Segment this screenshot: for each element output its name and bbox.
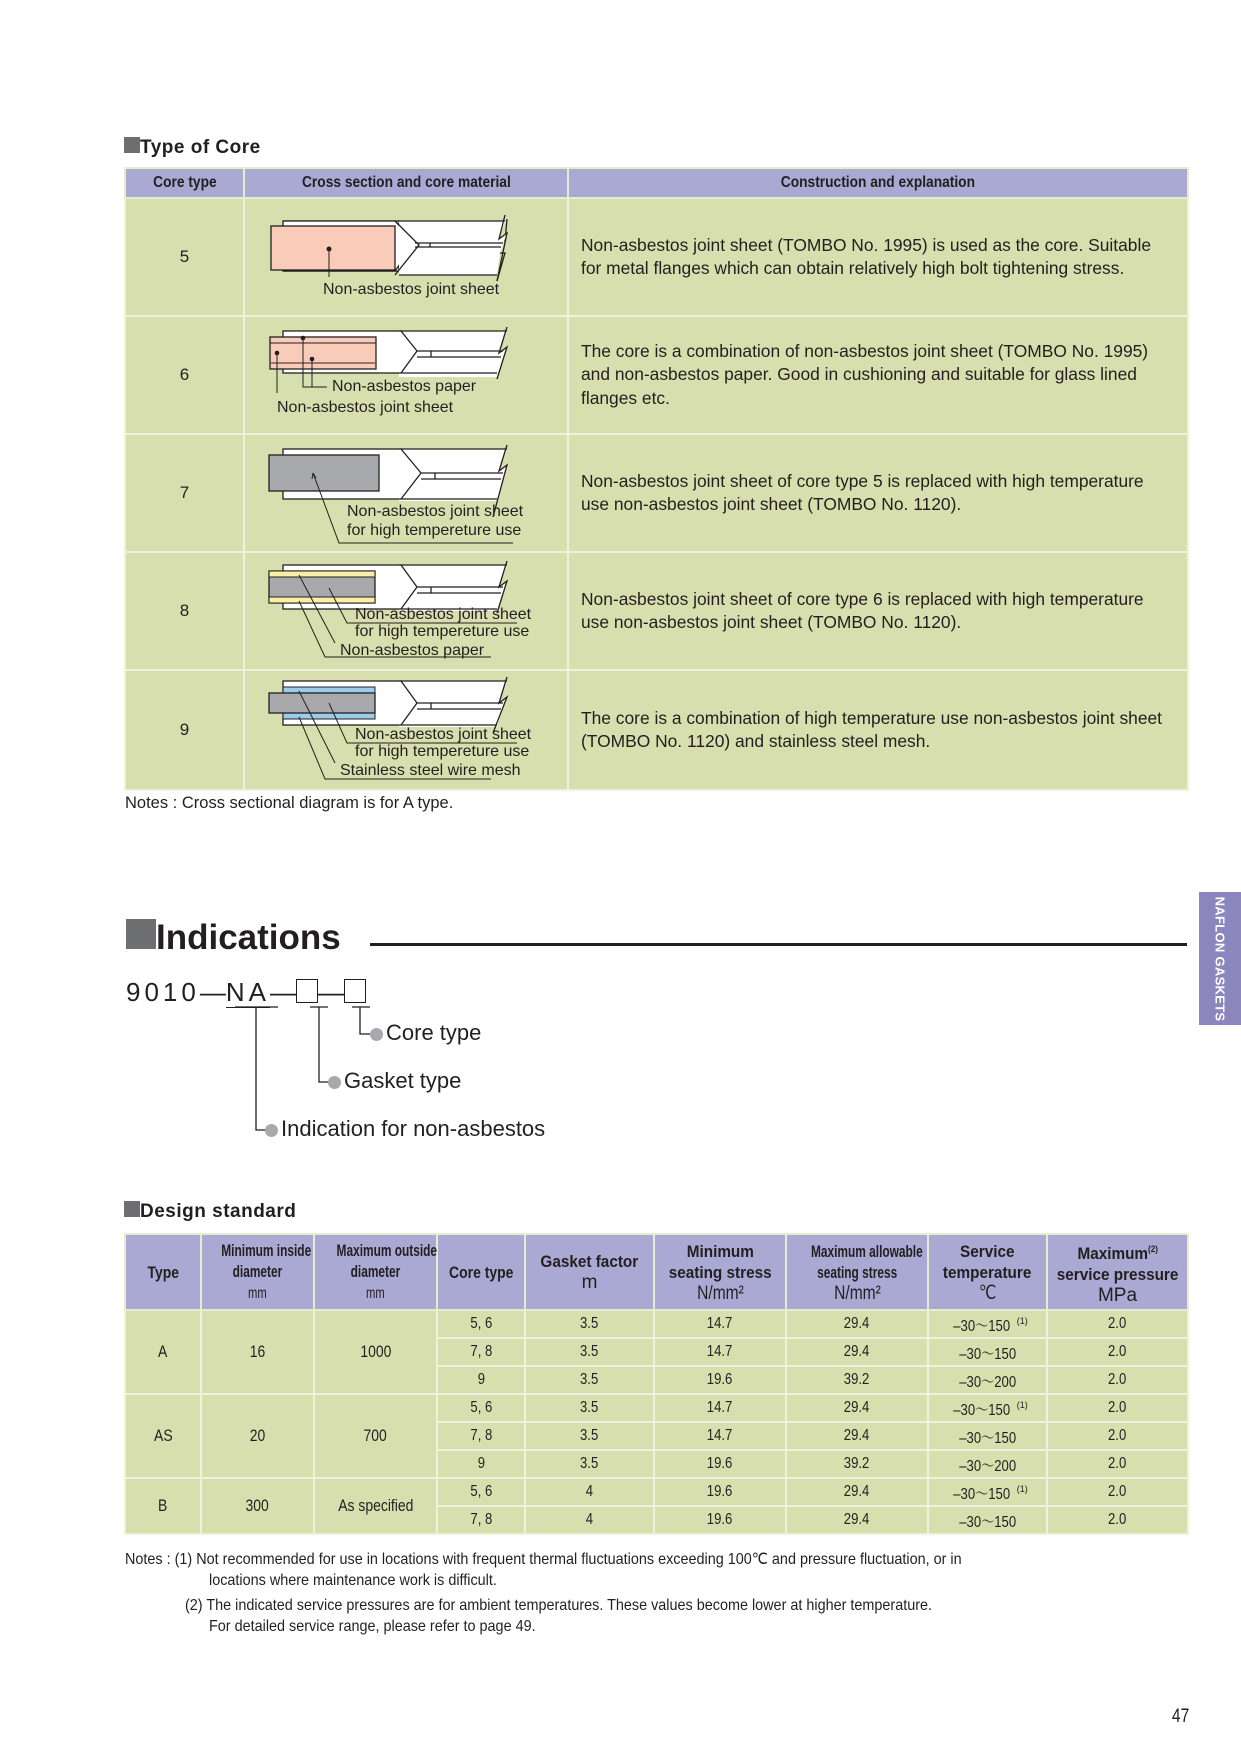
type-of-core-table bbox=[124, 167, 1189, 791]
title-rule bbox=[370, 943, 1187, 946]
header-min-inside: Minimum inside diameter mm bbox=[201, 1234, 314, 1310]
temperature-cell: –30〜200 bbox=[928, 1450, 1047, 1478]
gasket-factor-cell: 4 bbox=[525, 1478, 654, 1506]
section-square-icon bbox=[124, 1201, 140, 1217]
gasket-factor-cell: 3.5 bbox=[525, 1366, 654, 1394]
cross-section-cell bbox=[244, 552, 568, 670]
type-cell: B bbox=[125, 1478, 201, 1534]
temperature-cell: –30〜150 bbox=[928, 1506, 1047, 1534]
explanation-cell: The core is a combination of non-asbestos joint sheet (TOMBO No. 1995) and non-asbestos paper. Good in cushioning and suitable for glass lined flanges etc. bbox=[568, 316, 1188, 434]
header-max-seating-stress: Maximum allowable seating stress N/mm² bbox=[786, 1234, 928, 1310]
table-row bbox=[125, 1394, 1188, 1422]
gasket-factor-cell: 3.5 bbox=[525, 1422, 654, 1450]
diagram-label: for high tempereture use bbox=[347, 522, 522, 539]
min-stress-cell: 19.6 bbox=[654, 1506, 786, 1534]
max-stress-cell: 29.4 bbox=[786, 1422, 928, 1450]
bullet-dot-icon bbox=[265, 1124, 278, 1137]
temperature-cell: –30〜150 $^{(1)}$ bbox=[928, 1478, 1047, 1506]
table-row bbox=[125, 316, 1188, 434]
header-construction: Construction and explanation bbox=[568, 168, 1188, 198]
indication-code: 9010―NA― ― bbox=[126, 975, 366, 1009]
diagram-label: for high tempereture use bbox=[355, 623, 530, 640]
core-type-cell: 5 bbox=[125, 198, 244, 316]
design-standard-body bbox=[125, 1310, 1188, 1534]
design-notes: Notes : (1) Not recommended for use in locations with frequent thermal fluctuations exceeding 100℃ and pressure fluctuation, or in locations where maintenance work is difficult. (2) The indicated service pressures are for ambient temperatures. These values become lower at higher temperature. For detailed service range, please refer to page 49. bbox=[125, 1549, 1055, 1637]
core-type-cell: 5, 6 bbox=[437, 1394, 525, 1422]
cross-section-cell bbox=[244, 198, 568, 316]
min-stress-cell: 14.7 bbox=[654, 1310, 786, 1338]
min-inside-cell: 16 bbox=[201, 1310, 314, 1394]
pressure-cell: 2.0 bbox=[1047, 1338, 1188, 1366]
header-type: Type bbox=[125, 1234, 201, 1310]
core-type-cell: 5, 6 bbox=[437, 1478, 525, 1506]
max-stress-cell: 29.4 bbox=[786, 1310, 928, 1338]
core-type-cell: 7, 8 bbox=[437, 1506, 525, 1534]
max-stress-cell: 29.4 bbox=[786, 1506, 928, 1534]
cross-section-cell bbox=[244, 670, 568, 790]
header-min-seating-stress: Minimum seating stress N/mm² bbox=[654, 1234, 786, 1310]
indication-gasket-type: Gasket type bbox=[328, 1068, 461, 1094]
min-stress-cell: 14.7 bbox=[654, 1338, 786, 1366]
gasket-type-box bbox=[296, 979, 318, 1003]
min-stress-cell: 14.7 bbox=[654, 1422, 786, 1450]
type-of-core-note: Notes : Cross sectional diagram is for A type. bbox=[125, 794, 454, 812]
diagram-label: Non-asbestos joint sheet bbox=[323, 281, 500, 298]
design-standard-title: Design standard bbox=[124, 1201, 296, 1223]
temperature-cell: –30〜150 bbox=[928, 1338, 1047, 1366]
header-gasket-factor: Gasket factor m bbox=[525, 1234, 654, 1310]
pressure-cell: 2.0 bbox=[1047, 1478, 1188, 1506]
design-standard-table bbox=[124, 1233, 1189, 1535]
cross-section-cell bbox=[244, 316, 568, 434]
diagram-label: Non-asbestos joint sheet bbox=[355, 726, 532, 743]
indication-core-type: Core type bbox=[370, 1020, 481, 1046]
type-cell: A bbox=[125, 1310, 201, 1394]
gasket-factor-cell: 3.5 bbox=[525, 1338, 654, 1366]
diagram-label: Non-asbestos joint sheet bbox=[277, 399, 454, 416]
diagram-label: Stainless steel wire mesh bbox=[340, 762, 521, 779]
core-type-cell: 7, 8 bbox=[437, 1422, 525, 1450]
min-stress-cell: 19.6 bbox=[654, 1478, 786, 1506]
table-row bbox=[125, 1478, 1188, 1506]
core-type-cell: 7, 8 bbox=[437, 1338, 525, 1366]
max-outside-cell: As specified bbox=[314, 1478, 437, 1534]
temperature-cell: –30〜150 $^{(1)}$ bbox=[928, 1394, 1047, 1422]
indications-title: Indications bbox=[126, 918, 341, 958]
max-stress-cell: 39.2 bbox=[786, 1450, 928, 1478]
min-stress-cell: 19.6 bbox=[654, 1366, 786, 1394]
code-na: NA bbox=[225, 977, 270, 1007]
section-square-icon bbox=[126, 919, 156, 949]
temperature-cell: –30〜200 bbox=[928, 1366, 1047, 1394]
gasket-factor-cell: 3.5 bbox=[525, 1310, 654, 1338]
footnote-mark: (1) bbox=[1016, 1399, 1028, 1410]
table-row bbox=[125, 198, 1188, 316]
table-row bbox=[125, 552, 1188, 670]
core-type-cell: 6 bbox=[125, 316, 244, 434]
max-stress-cell: 29.4 bbox=[786, 1394, 928, 1422]
diagram-label: for high tempereture use bbox=[355, 743, 530, 760]
temperature-cell: –30〜150 $^{(1)}$ bbox=[928, 1310, 1047, 1338]
table-row bbox=[125, 670, 1188, 790]
bullet-dot-icon bbox=[328, 1076, 341, 1089]
core-type-cell: 8 bbox=[125, 552, 244, 670]
core-type-cell: 7 bbox=[125, 434, 244, 552]
table-row bbox=[125, 434, 1188, 552]
max-stress-cell: 29.4 bbox=[786, 1478, 928, 1506]
gasket-factor-cell: 3.5 bbox=[525, 1394, 654, 1422]
core-type-cell: 9 bbox=[125, 670, 244, 790]
core-type-cell: 9 bbox=[437, 1366, 525, 1394]
min-inside-cell: 20 bbox=[201, 1394, 314, 1478]
gasket-factor-cell: 4 bbox=[525, 1506, 654, 1534]
diagram-label: Non-asbestos joint sheet bbox=[347, 503, 524, 520]
header-cross-section: Cross section and core material bbox=[244, 168, 568, 198]
core-type-cell: 9 bbox=[437, 1450, 525, 1478]
pressure-cell: 2.0 bbox=[1047, 1450, 1188, 1478]
explanation-cell: Non-asbestos joint sheet of core type 6 is replaced with high temperature use non-asbestos joint sheet (TOMBO No. 1120). bbox=[568, 552, 1188, 670]
explanation-cell: The core is a combination of high temperature use non-asbestos joint sheet (TOMBO No. 1120) and stainless steel mesh. bbox=[568, 670, 1188, 790]
diagram-label: Non-asbestos paper bbox=[332, 378, 477, 395]
pressure-cell: 2.0 bbox=[1047, 1422, 1188, 1450]
pressure-cell: 2.0 bbox=[1047, 1366, 1188, 1394]
table-header-row bbox=[125, 1234, 1188, 1310]
max-outside-cell: 700 bbox=[314, 1394, 437, 1478]
explanation-cell: Non-asbestos joint sheet (TOMBO No. 1995) is used as the core. Suitable for metal flanges which can obtain relatively high bolt tightening stress. bbox=[568, 198, 1188, 316]
pressure-cell: 2.0 bbox=[1047, 1310, 1188, 1338]
header-max-service-pressure: Maximum$^{(2)}$ service pressure MPa bbox=[1047, 1234, 1188, 1310]
note-2: (2) The indicated service pressures are for ambient temperatures. These values become lower at higher temperature. bbox=[185, 1597, 933, 1614]
max-outside-cell: 1000 bbox=[314, 1310, 437, 1394]
footnote-mark: (1) bbox=[1016, 1315, 1028, 1326]
header-service-temperature: Service temperature ℃ bbox=[928, 1234, 1047, 1310]
core-type-box bbox=[344, 979, 366, 1003]
gasket-factor-cell: 3.5 bbox=[525, 1450, 654, 1478]
min-stress-cell: 19.6 bbox=[654, 1450, 786, 1478]
core-type-cell: 5, 6 bbox=[437, 1310, 525, 1338]
bullet-dot-icon bbox=[370, 1028, 383, 1041]
diagram-label: Non-asbestos paper bbox=[340, 642, 485, 659]
min-stress-cell: 14.7 bbox=[654, 1394, 786, 1422]
section-square-icon bbox=[124, 137, 140, 153]
header-core-type: Core type bbox=[437, 1234, 525, 1310]
diagram-label: Non-asbestos joint sheet bbox=[355, 606, 532, 623]
type-cell: AS bbox=[125, 1394, 201, 1478]
max-stress-cell: 39.2 bbox=[786, 1366, 928, 1394]
indication-non-asbestos: Indication for non-asbestos bbox=[265, 1116, 545, 1142]
temperature-cell: –30〜150 bbox=[928, 1422, 1047, 1450]
explanation-cell: Non-asbestos joint sheet of core type 5 is replaced with high temperature use non-asbestos joint sheet (TOMBO No. 1120). bbox=[568, 434, 1188, 552]
pressure-cell: 2.0 bbox=[1047, 1394, 1188, 1422]
max-stress-cell: 29.4 bbox=[786, 1338, 928, 1366]
header-max-outside: Maximum outside diameter mm bbox=[314, 1234, 437, 1310]
min-inside-cell: 300 bbox=[201, 1478, 314, 1534]
page-number: 47 bbox=[1171, 1706, 1190, 1727]
cross-section-cell bbox=[244, 434, 568, 552]
note-1: Notes : (1) Not recommended for use in locations with frequent thermal fluctuations exceeding 100℃ and pressure fluctuation, or in bbox=[125, 1551, 962, 1568]
side-tab-naflon-gaskets[interactable]: NAFLON GASKETS bbox=[1199, 892, 1241, 1025]
header-core-type: Core type bbox=[125, 168, 244, 198]
table-header-row bbox=[125, 168, 1188, 198]
type-of-core-title: Type of Core bbox=[124, 137, 261, 159]
footnote-mark: (1) bbox=[1016, 1483, 1028, 1494]
pressure-cell: 2.0 bbox=[1047, 1506, 1188, 1534]
table-row bbox=[125, 1310, 1188, 1338]
